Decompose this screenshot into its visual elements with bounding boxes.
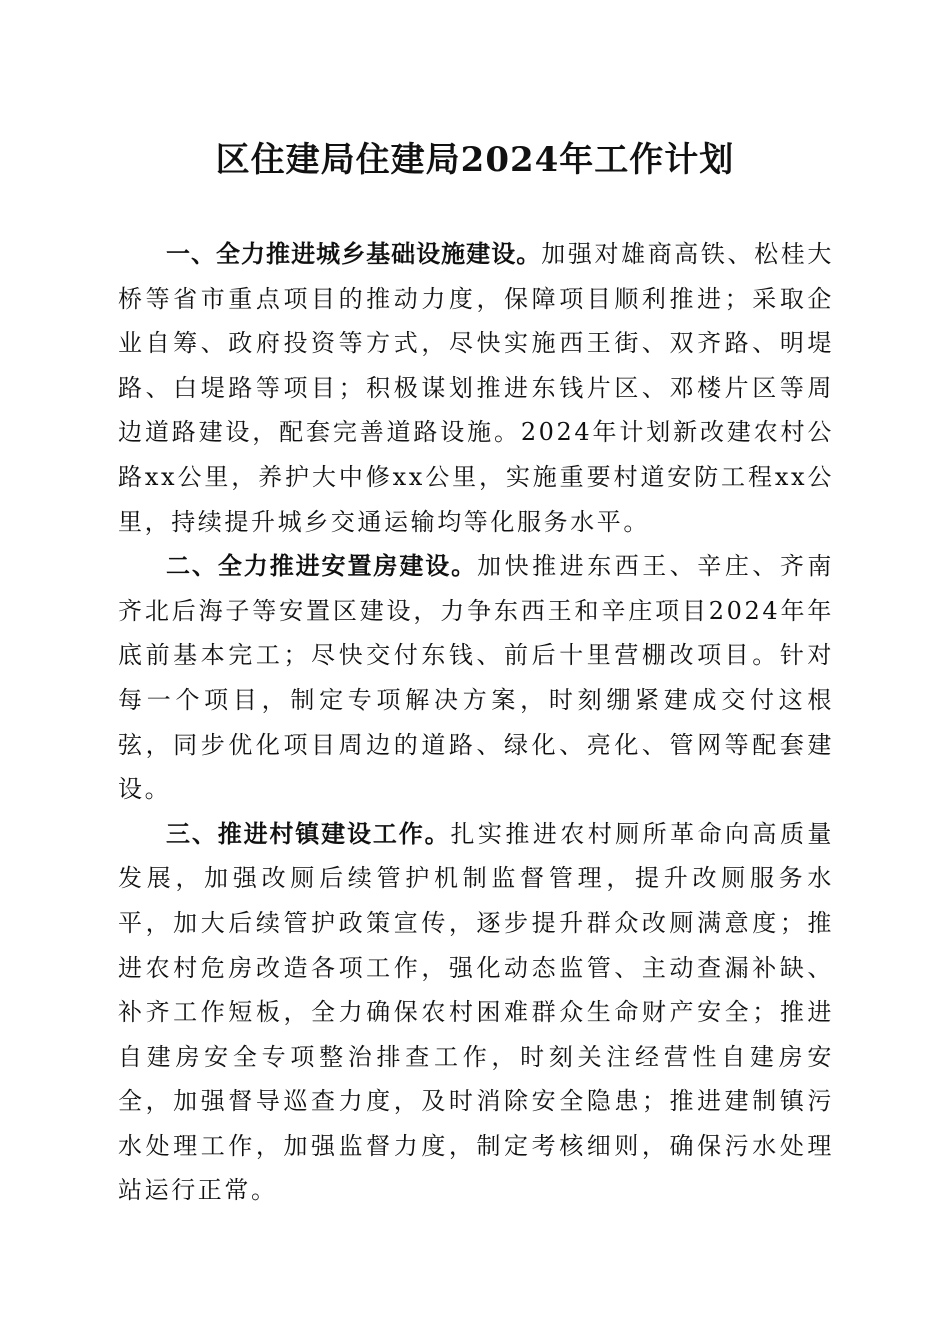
paragraph-text: 加快推进东西王、辛庄、齐南齐北后海子等安置区建设，力争东西王和辛庄项目2024年年底前基本完工；尽快交付东钱、前后十里营棚改项目。针对每一个项目，制定专项解决方案，时刻绷紧建成交付这根弦，同步优化项目周边的道路、绿化、亮化、管网等配套建设。 bbox=[118, 552, 834, 804]
paragraph-heading: 三、推进村镇建设工作。 bbox=[166, 819, 451, 848]
paragraph-resettlement-housing bbox=[118, 544, 834, 812]
paragraph-text: 扎实推进农村厕所革命向高质量发展，加强改厕后续管护机制监督管理，提升改厕服务水平，加大后续管护政策宣传，逐步提升群众改厕满意度；推进农村危房改造各项工作，强化动态监管、主动查漏补缺、补齐工作短板，全力确保农村困难群众生命财产安全；推进自建房安全专项整治排查工作，时刻关注经营性自建房安全，加强督导巡查力度，及时消除安全隐患；推进建制镇污水处理工作，加强监督力度，制定考核细则，确保污水处理站运行正常。 bbox=[118, 819, 835, 1205]
document-title: 区住建局住建局2024年工作计划 bbox=[215, 140, 735, 180]
paragraph-village-construction bbox=[118, 812, 834, 1213]
paragraph-heading: 二、全力推进安置房建设。 bbox=[166, 552, 478, 581]
paragraph-heading: 一、全力推进城乡基础设施建设。 bbox=[166, 240, 542, 268]
paragraph-text: 加强对雄商高铁、松桂大桥等省市重点项目的推动力度，保障项目顺利推进；采取企业自筹、政府投资等方式，尽快实施西王街、双齐路、明堤路、白堤路等项目；积极谋划推进东钱片区、邓楼片区等周边道路建设，配套完善道路设施。2024年计划新改建农村公路xx公里，养护大中修xx公里，实施重要村道安防工程xx公里，持续提升城乡交通运输均等化服务水平。 bbox=[118, 240, 834, 536]
document-body bbox=[118, 232, 834, 1213]
paragraph-infrastructure bbox=[118, 232, 834, 544]
